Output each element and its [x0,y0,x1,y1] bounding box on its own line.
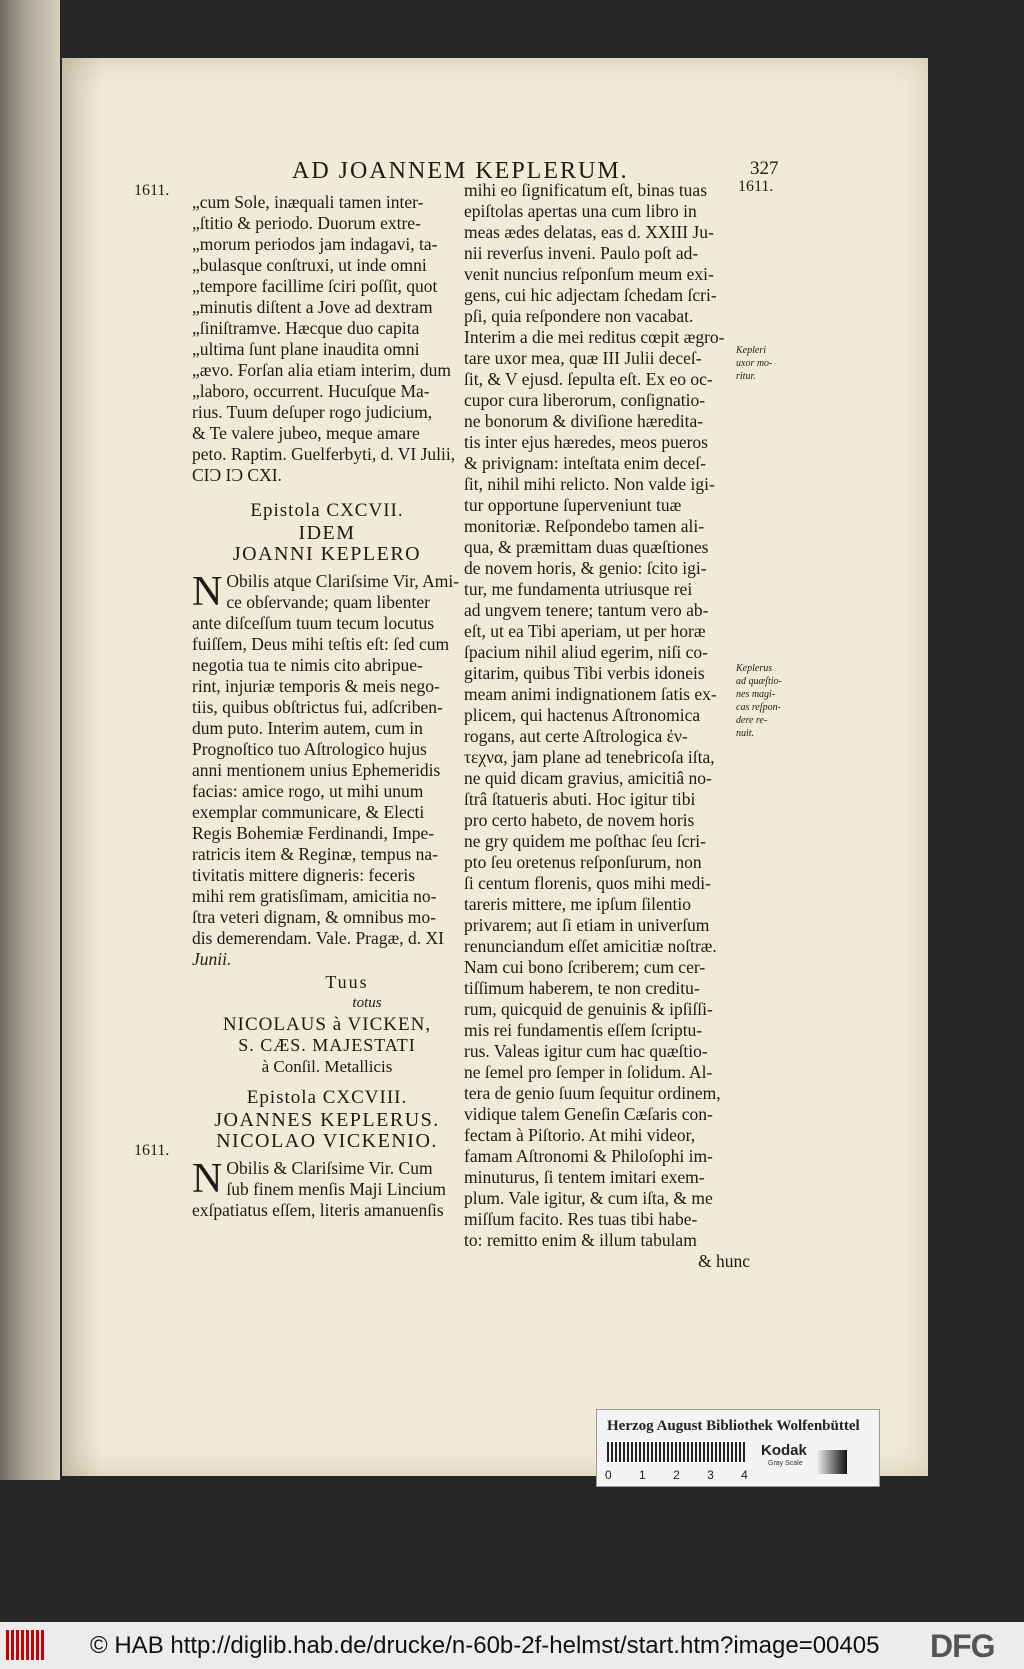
text-line: tare uxor mea, quæ III Julii deceſ- [464,348,702,368]
left-column [192,192,462,1221]
text-line: ſi centum florenis, quos mihi medi- [464,873,711,893]
text-line: „bulasque conſtruxi, ut inde omni [192,255,427,275]
hab-logo-icon [6,1630,46,1660]
text-line: exſpatiatus eſſem, literis amanuenſis [192,1200,444,1220]
drop-cap: N [192,1156,223,1202]
text-line: Junii. [192,949,232,969]
text-line: tis inter ejus hæredes, meos pueros [464,432,708,452]
drop-cap: N [192,569,223,615]
text-line: & Te valere jubeo, meque amare [192,423,420,443]
footer-url-link[interactable]: © HAB http://diglib.hab.de/drucke/n-60b-2f-helmst/start.htm?image=00405 [90,1632,880,1659]
text-line: „cum Sole, inæquali tamen inter- [192,192,424,212]
running-title: AD JOANNEM KEPLERUM. [292,158,629,184]
text-line: Regis Bohemiæ Ferdinandi, Impe- [192,823,435,843]
text-line: gens, cui hic adjectam ſchedam ſcri- [464,285,717,305]
text-line: „ævo. Forſan alia etiam interim, dum [192,360,452,380]
signature-name: NICOLAUS à VICKEN, [222,1014,432,1035]
text-line: & privignam: inteſtata enim deceſ- [464,453,707,473]
side-note-line: Kepleri [736,345,766,356]
recipient-198-heading: NICOLAO VICKENIO. [216,1130,438,1152]
text-line: ad ungvem tenere; tantum vero ab- [464,600,709,620]
color-calibration-target [596,1409,880,1487]
text-line: Interim a die mei reditus cœpit ægro- [464,327,725,347]
sender-198-heading: JOANNES KEPLERUS. [214,1109,440,1131]
text-line: tur opportune ſuperveniunt tuæ [464,495,682,515]
text-line: anni mentionem unius Ephemeridis [192,760,441,780]
text-line: „ultima ſunt plane inaudita omni [192,339,420,359]
text-line: „ſtitio & periodo. Duorum extre- [192,213,421,233]
tuus-closing: Tuus [325,972,369,992]
text-line: facias: amice rogo, ut mihi unum [192,781,424,801]
right-column [464,180,750,1272]
text-line: pto ſeu oretenus reſponſurum, non [464,852,702,872]
text-line: ne quid dicam gravius, amicitiâ no- [464,768,712,788]
dfg-logo: DFG [930,1628,995,1664]
text-line: exemplar communicare, & Electi [192,802,425,822]
text-line: ne bonorum & diviſione hæredita- [464,411,704,431]
signature-office: à Conſil. Metallicis [261,1057,393,1076]
text-line: „ſiniſtramve. Hæcque duo capita [192,318,420,338]
text-line: ſtrâ ſtatueris abuti. Hoc igitur tibi [464,789,696,809]
idem-heading: IDEM [298,522,356,544]
text-line: plum. Vale igitur, & cum iſta, & me [464,1188,713,1208]
text-line: dum puto. Interim autem, cum in [192,718,423,738]
text-line: tivitatis mittere digneris: feceris [192,865,416,885]
text-line: meas ædes delatas, eas d. XXIII Ju- [464,222,714,242]
text-line: Nam cui bono ſcriberem; cum cer- [464,957,706,977]
text-line: mis rei fundamentis eſſem ſcriptu- [464,1020,703,1040]
text-line: „tempore facillime ſciri poſſit, quot [192,276,438,296]
totus-closing: totus [352,995,382,1011]
text-line: Obilis atque Clariſsime Vir, Ami- [226,571,460,591]
text-line: to: remitto enim & illum tabulam [464,1230,697,1250]
text-line: ce obſervande; quam libenter [226,592,430,612]
text-line: rum, quicquid de genuinis & ipſiſſi- [464,999,713,1019]
text-line: mihi rem gratisſimam, amicitia no- [192,886,437,906]
text-line: fuiſſem, Deus mihi teſtis eſt: ſed cum [192,634,450,654]
text-line: venit nuncius reſponſum meum exi- [464,264,714,284]
text-line: de novem horis, & genio: ſcito igi- [464,558,707,578]
text-line: privarem; aut ſi etiam in univerſum [464,915,710,935]
text-line: pro certo habeto, de novem horis [464,810,695,830]
text-line: tur, me fundamenta utriusque rei [464,579,693,599]
text-line: ſit, & V ejusd. ſepulta eſt. Ex eo oc- [464,369,713,389]
side-note-line: uxor mo- [736,358,773,369]
epistola-197-heading: Epistola CXCVII. [250,500,404,521]
catchword: & hunc [697,1251,750,1271]
text-line: ne gry quidem me poſthac ſeu ſcri- [464,831,707,851]
epistola-198-heading: Epistola CXCVIII. [246,1087,408,1108]
gray-scale-label: Gray Scale [768,1460,803,1467]
text-line: vidique talem Geneſin Cæſaris con- [464,1104,713,1124]
scanned-page [62,58,928,1476]
scale-tick: 1 [639,1468,646,1482]
signature-title: S. CÆS. MAJESTATI [238,1035,416,1055]
letter-197-body [192,571,462,970]
text-line: qua, & præmittam duas quæſtiones [464,537,709,557]
margin-year-left-bottom: 1611. [134,1142,170,1159]
text-line: dis demerendam. Vale. Pragæ, d. XI [192,928,444,948]
text-line: tareris mittere, me ipſum ſilentio [464,894,691,914]
book-edge-strip [0,0,60,1480]
text-line: CIƆ IƆ CXI. [192,465,282,485]
text-line: nii reverſus inveni. Paulo poſt ad- [464,243,699,263]
kodak-brand: Kodak [761,1442,807,1459]
side-note-line: nes magi- [736,689,776,700]
page-number: 327 [750,158,779,179]
page-gutter-shadow [62,58,102,1476]
side-note-line: ritur. [736,371,756,382]
text-line: rus. Valeas igitur cum hac quæſtio- [464,1041,708,1061]
footer-bar [0,1622,1024,1669]
text-line: eſt, ut ea Tibi aperiam, ut per horæ [464,621,706,641]
text-line: tera de genio ſuum ſequitur ordinem, [464,1083,721,1103]
text-line: famam Aſtronomi & Philoſophi im- [464,1146,713,1166]
gray-swatch [817,1450,847,1474]
text-line: „morum periodos jam indagavi, ta- [192,234,438,254]
side-note-line: cas reſpon- [736,702,781,713]
recipient-197-heading: JOANNI KEPLERO [232,543,422,565]
side-note-line: dere re- [736,715,768,726]
text-line: tiis, quibus obſtrictus fui, adſcriben- [192,697,443,717]
text-line: rius. Tuum deſuper rogo judicium, [192,402,433,422]
text-line: cupor cura liberorum, conſignatio- [464,390,706,410]
text-line: ſpacium nihil aliud egerim, niſi co- [464,642,708,662]
text-line: rint, injuriæ temporis & meis nego- [192,676,440,696]
text-line: ratricis item & Reginæ, tempus na- [192,844,438,864]
text-line: renunciandum eſſet amicitiæ noſtræ. [464,936,717,956]
text-line: gitarim, quibus Tibi verbis idoneis [464,663,705,683]
text-line: monitoriæ. Reſpondebo tamen ali- [464,516,705,536]
text-line: ſub finem menſis Maji Lincium [226,1179,447,1199]
text-line: minuturus, ſi tentem imitari exem- [464,1167,705,1187]
margin-year-right-top: 1611. [738,178,774,195]
text-line: „laboro, occurrent. Hucuſque Ma- [192,381,430,401]
scale-tick: 3 [707,1468,714,1482]
text-line: tiſſimum haberem, te non creditu- [464,978,700,998]
text-line: epiſtolas apertas una cum libro in [464,201,697,221]
text-line: ante diſceſſum tuum tecum locutus [192,613,435,633]
scale-tick: 0 [605,1468,612,1482]
text-line: ſit, nihil mihi relicto. Non valde igi- [464,474,715,494]
text-line: plicem, qui hactenus Aſtronomica [464,705,701,725]
text-line: Obilis & Clariſsime Vir. Cum [226,1158,433,1178]
library-label: Herzog August Bibliothek Wolfenbüttel [607,1418,860,1434]
text-line: meam animi indignationem ſatis ex- [464,684,717,704]
text-line: ne ſemel pro ſemper in ſolidum. Al- [464,1062,713,1082]
text-line: mihi eo ſignificatum eſt, binas tuas [464,180,708,200]
text-line: rogans, aut certe Aſtrologica ἐν- [464,726,688,746]
side-note-line: ad quæſtio- [736,676,782,687]
text-line: ſtra veteri dignam, & omnibus mo- [192,907,436,927]
text-line: miſſum facito. Res tuas tibi habe- [464,1209,698,1229]
scale-tick: 4 [741,1468,748,1482]
side-note-line: nuit. [736,728,755,739]
margin-year-left-top: 1611. [134,182,170,199]
left-lines-a [192,192,462,486]
text-line: Prognoſtico tuo Aſtrologico hujus [192,739,427,759]
scale-tick: 2 [673,1468,680,1482]
side-note-line: Keplerus [736,663,773,674]
text-line: τεχνα, jam plane ad tenebricoſa iſta, [464,747,715,767]
text-line: pſi, quia reſpondere non vacabat. [464,306,694,326]
text-line: fectam à Piſtorio. At mihi videor, [464,1125,696,1145]
text-line: negotia tua te nimis cito abripue- [192,655,423,675]
text-line: „minutis diſtent a Jove ad dextram [192,297,433,317]
barcode-strip [607,1442,747,1462]
text-line: peto. Raptim. Guelferbyti, d. VI Julii, [192,444,456,464]
letter-198-body [192,1158,462,1221]
scale-ticks [605,1468,748,1482]
